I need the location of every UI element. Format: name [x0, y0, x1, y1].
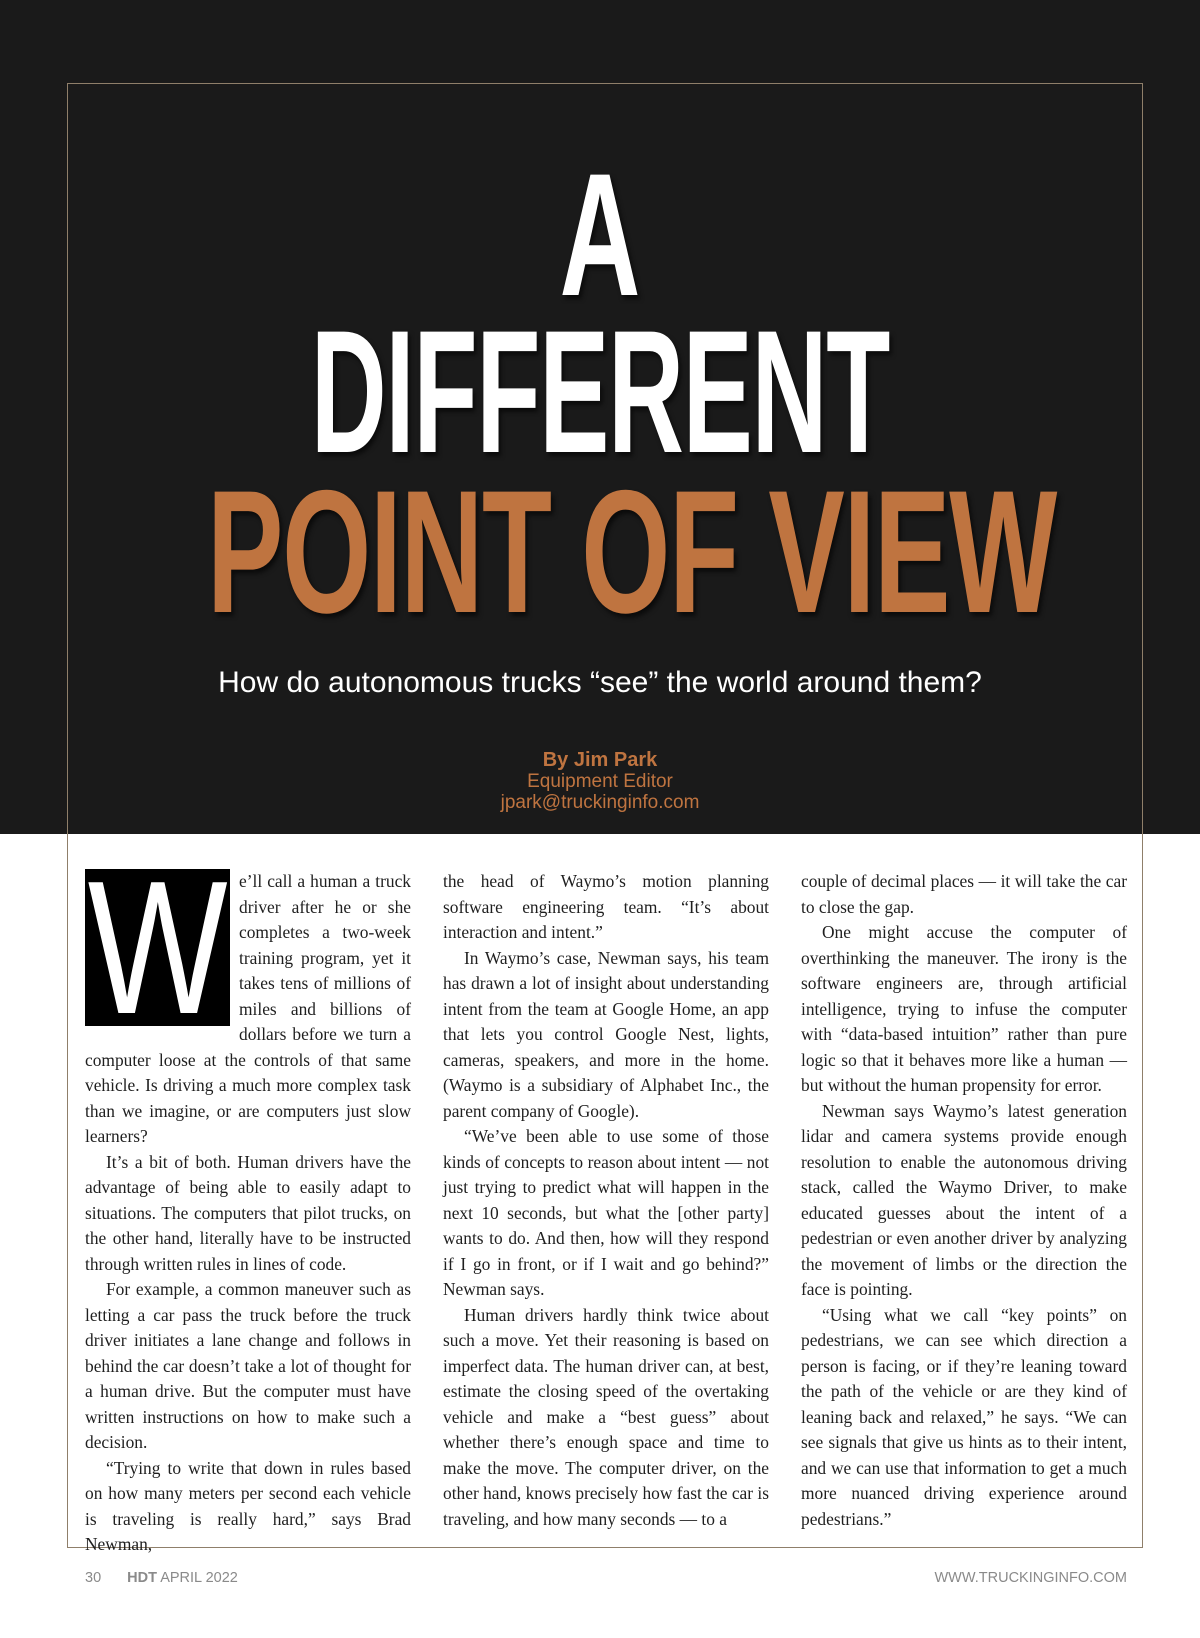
page-footer	[85, 1570, 1127, 1590]
paragraph: In Waymo’s case, Newman says, his team has drawn a lot of insight about understanding intent from the team at Google Home, an app that lets you control Google Nest, lights, cameras, speakers, and more in the home. (Waymo is a subsidiary of Alphabet Inc., the parent company of Google).	[443, 947, 769, 1121]
paragraph: Human drivers hardly think twice about such a move. Yet their reasoning is based on imperfect data. The human driver can, at best, estimate the closing speed of the overtaking vehicle and make a “best guess” about whether there’s enough space and time to make the move. The computer driver, on the other hand, knows precisely how fast the car is traveling, and how many seconds — to a	[443, 1304, 769, 1529]
headline-line-1: A	[559, 138, 641, 333]
paragraph: For example, a common maneuver such as letting a car pass the truck before the truck driver initiates a lane change and follows in behind the car doesn’t take a lot of thought for a human drive. But the computer must have written instructions on how to make such a decision.	[85, 1279, 411, 1452]
drop-cap: W	[85, 869, 230, 1026]
article-body	[85, 869, 1127, 1554]
byline	[0, 750, 1200, 813]
paragraph: It’s a bit of both. Human drivers have the advantage of being able to easily adapt to situations. The computers that pilot trucks, on the other hand, literally have to be instructed through written rules in lines of code.	[85, 1151, 411, 1274]
column-3	[801, 869, 1127, 1537]
page-number: 30	[85, 1570, 102, 1586]
paragraph: the head of Waymo’s motion planning software engineering team. “It’s about interaction and intent.”	[443, 871, 769, 942]
author-role: Equipment Editor	[527, 771, 673, 792]
article-subtitle: How do autonomous trucks “see” the world around them?	[218, 666, 982, 699]
paragraph: One might accuse the computer of overthinking the maneuver. The irony is the software engineers are, through artificial intelligence, trying to infuse the computer with “data-based intuition” rather than pure logic so that it behaves more like a human — but without the human propensity for error.	[801, 922, 1127, 1095]
footer-folio	[85, 1570, 238, 1586]
website-link[interactable]: WWW.TRUCKINGINFO.COM	[934, 1570, 1127, 1586]
author-name: By Jim Park	[542, 749, 658, 771]
author-email[interactable]: jpark@truckinginfo.com	[500, 792, 700, 813]
issue-date: APRIL 2022	[160, 1570, 238, 1586]
column-2	[443, 869, 769, 1537]
paragraph: “Trying to write that down in rules based on how many meters per second each vehicle is traveling is really hard,” says Brad Newman,	[85, 1457, 411, 1554]
paragraph: Newman says Waymo’s latest generation lidar and camera systems provide enough resolution to enable the autonomous driving stack, called the Waymo Driver, to make educated guesses about the intent of a pedestrian or even another driver by analyzing the movement of limbs or the direction the face is pointing.	[801, 1100, 1127, 1299]
headline-line-3: POINT OF VIEW	[207, 455, 1057, 650]
paragraph: e’ll call a human a truck driver after he or she completes a two-week training program, yet it takes tens of millions of miles and billions of dollars before we turn a computer loose at the controls of that same vehicle. Is driving a much more complex task than we imagine, or are computers just slow learners?	[85, 871, 411, 1146]
paragraph: “Using what we call “key points” on pedestrians, we can see which direction a person is facing, or if they’re leaning toward the path of the vehicle or are they kind of leaning back and relaxed,” he says. “We can see signals that give us hints as to their intent, and we can use that information to get a much more nuanced driving experience around pedestrians.”	[801, 1304, 1127, 1529]
paragraph: “We’ve been able to use some of those kinds of concepts to reason about intent — not just trying to predict what will happen in the next 10 seconds, but what the [other party] wants to do. And then, how will they respond if I go in front, or if I wait and go behind?” Newman says.	[443, 1126, 769, 1299]
column-1	[85, 869, 411, 1554]
headline-line-2: DIFFERENT	[310, 295, 890, 490]
paragraph: couple of decimal places — it will take the car to close the gap.	[801, 871, 1127, 917]
magazine-name: HDT	[127, 1570, 157, 1586]
